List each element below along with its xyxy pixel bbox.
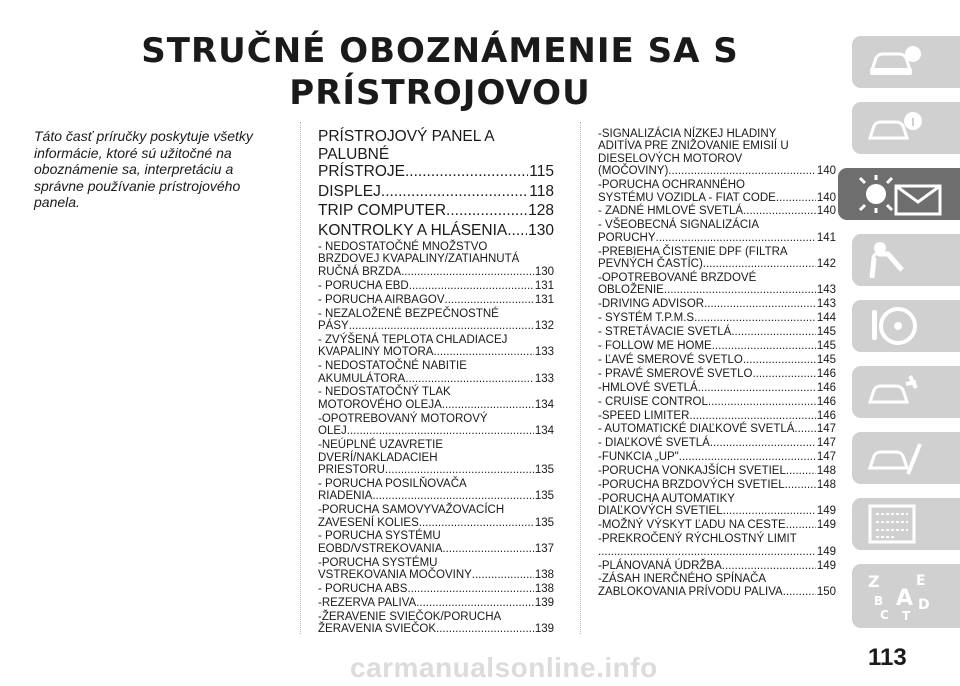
chapter-tab[interactable] [852, 300, 960, 352]
svg-text:Z: Z [868, 572, 880, 591]
toc-page-number: 131 [534, 279, 554, 292]
toc-entry [598, 465, 836, 477]
toc-entry-title: PEVNÝCH ČASTÍC) [598, 258, 703, 271]
toc-entry [318, 280, 554, 292]
toc-page-number: 138 [534, 583, 554, 596]
dot-leader [697, 312, 816, 324]
toc-entry [598, 326, 836, 338]
toc-entry [318, 413, 554, 438]
toc-page-number: 147 [816, 437, 836, 450]
toc-entry-line [598, 423, 836, 435]
toc-entry-line [598, 298, 836, 310]
toc-entry-line [318, 183, 554, 201]
toc-entry-text: - NEZALOŽENÉ BEZPEČNOSTNÉ [318, 307, 499, 320]
toc-entry [598, 312, 836, 324]
svg-text:C: C [880, 608, 889, 621]
toc-page-number: 150 [816, 585, 836, 598]
toc-page-number: 140 [816, 205, 836, 218]
toc-entry [318, 202, 554, 220]
toc-entry-line [318, 346, 554, 358]
toc-entry-text: -OPOTREBOVANÝ MOTOROVÝ [318, 412, 488, 425]
toc-entry-line [598, 505, 836, 517]
svg-text:T: T [902, 609, 911, 621]
toc-entry-title: -PLÁNOVANÁ ÚDRŽBA [598, 559, 722, 572]
svg-text:A: A [896, 586, 914, 611]
toc-entry-line [598, 451, 836, 463]
toc-page-number: 147 [816, 451, 836, 464]
toc-entry-text: -PORUCHA OCHRANNÉHO [598, 179, 745, 192]
toc-entry-line [598, 340, 836, 352]
dot-leader [712, 340, 816, 352]
toc-page-number: 139 [534, 596, 554, 609]
watermark: carmanualsonline.info [350, 652, 658, 683]
dot-leader [794, 423, 815, 435]
toc-entry-title: MOTOROVÉHO OLEJA [318, 398, 442, 411]
toc-entry [598, 451, 836, 463]
toc-entry [318, 360, 554, 385]
car-info-icon [866, 44, 924, 80]
toc-entry-title: - ZADNÉ HMLOVÉ SVETLÁ [598, 205, 744, 218]
toc-entry-title: KONTROLKY A HLÁSENIA [318, 221, 508, 239]
toc-entry-title: KVAPALINY MOTORA [318, 346, 434, 359]
dot-leader [668, 165, 816, 177]
toc-page-number: 148 [816, 465, 836, 478]
toc-entry [318, 386, 554, 411]
dot-leader [433, 346, 533, 358]
toc-entry-title: OBLOŽENIE [598, 284, 664, 297]
toc-entry-line [598, 284, 836, 296]
toc-page-number: 134 [534, 425, 554, 438]
car-safety-info-icon [866, 110, 924, 146]
svg-text:D: D [918, 597, 930, 613]
dot-leader [743, 205, 816, 217]
column-separator [580, 122, 581, 634]
chapter-tab[interactable] [852, 498, 960, 550]
toc-entry-line [598, 354, 836, 366]
toc-entry-title: - PORUCHA ABS [318, 583, 408, 596]
toc-entry-title: ZAVESENÍ KOLIES [318, 516, 419, 529]
toc-entry-text: - NEDOSTATOČNÉ NABITIE [318, 360, 467, 373]
toc-entry-text: -ZÁSAH INERČNÉHO SPÍNAČA [598, 573, 767, 586]
toc-entry-line [318, 373, 554, 385]
toc-page-number: 143 [816, 284, 836, 297]
page-title [30, 30, 850, 114]
toc-entry-line [598, 396, 836, 408]
toc-entry-line [318, 517, 554, 529]
toc-page-number: 144 [816, 312, 836, 325]
toc-entry-line [598, 192, 836, 204]
toc-entry-title: - AUTOMATICKÉ DIAĽKOVÉ SVETLÁ [598, 423, 795, 436]
toc-page-number: 140 [816, 191, 836, 204]
toc-entry [598, 437, 836, 449]
toc-entry-title: ZABLOKOVANIA PRÍVODU PALIVA [598, 585, 783, 598]
toc-entry-text: -PREKROČENÝ RÝCHLOSTNÝ LIMIT [598, 533, 797, 546]
toc-entry-line [598, 519, 836, 531]
toc-entry-title: AKUMULÁTORA [318, 372, 406, 385]
toc-entry-title: PRIESTORU [318, 463, 385, 476]
title-line-2: PRÍSTROJOVOU [289, 73, 591, 113]
toc-entry-title: - DIAĽKOVÉ SVETLÁ [598, 437, 710, 450]
toc-entry-text: -OPOTREBOVANÉ BRZDOVÉ [598, 271, 757, 284]
toc-entry [598, 298, 836, 310]
toc-page-number: 130 [534, 265, 554, 278]
dot-leader [436, 623, 534, 635]
toc-entry-line [598, 368, 836, 380]
toc-entry-line [598, 479, 836, 491]
toc-page-number: 135 [534, 516, 554, 529]
toc-entry [598, 219, 836, 244]
toc-entry-line [318, 320, 554, 332]
toc-entry [318, 241, 554, 278]
svg-text:E: E [916, 573, 926, 589]
car-tools-icon [866, 438, 924, 478]
toc-entry [318, 222, 554, 240]
toc-entry-title: - FOLLOW ME HOME [598, 340, 712, 352]
toc-page-number: 138 [534, 569, 554, 582]
toc-entry-title: SYSTÉMU VOZIDLA - FIAT CODE [598, 191, 776, 204]
dot-leader [679, 451, 816, 463]
toc-entry-text: - NEDOSTATOČNÝ TLAK [318, 386, 451, 399]
toc-entry [598, 493, 836, 518]
svg-text:B: B [874, 594, 884, 608]
chapter-tab[interactable] [838, 168, 960, 220]
toc-entry [598, 179, 836, 204]
technical-data-icon [866, 502, 924, 546]
dot-leader [776, 192, 816, 204]
toc-entry [318, 597, 554, 609]
car-breakdown-icon [866, 372, 924, 412]
toc-entry-line [318, 464, 554, 476]
toc-entry [598, 246, 836, 271]
toc-page-number: 143 [816, 298, 836, 311]
toc-entry-title: PORUCHY [598, 231, 656, 244]
toc-page-number: 145 [816, 326, 836, 339]
toc-entry-line [318, 569, 554, 581]
seatbelt-person-icon [866, 240, 924, 280]
toc-page-number: 135 [534, 463, 554, 476]
dot-leader [704, 298, 816, 310]
toc-entry-text: ADITÍVA PRE ZNIŽOVANIE EMISIÍ U [598, 140, 789, 153]
toc-page-number: 146 [816, 409, 836, 422]
dot-leader [752, 368, 815, 380]
dot-leader [703, 258, 816, 270]
toc-entry-text: DIESELOVÝCH MOTOROV [598, 152, 743, 165]
toc-page-number: 133 [534, 346, 554, 359]
toc-entry-line [598, 410, 836, 422]
toc-entry-title: RUČNÁ BRZDA [318, 265, 402, 278]
dot-leader [372, 490, 533, 502]
toc-page-number: 145 [816, 353, 836, 366]
dot-leader [401, 266, 534, 278]
dot-leader [445, 294, 534, 306]
chapter-tab[interactable] [852, 102, 960, 154]
toc-entry-line [318, 222, 554, 240]
toc-page-number: 146 [816, 395, 836, 408]
toc-entry-text: -NEÚPLNÉ UZAVRETIE [318, 439, 444, 452]
toc-entry [598, 272, 836, 297]
toc-entry [598, 533, 836, 558]
toc-entry [598, 368, 836, 380]
dot-leader [783, 586, 816, 598]
toc-entry-line [318, 266, 554, 278]
toc-entry-title: -HMLOVÉ SVETLÁ [598, 381, 698, 394]
toc-entry-line [598, 586, 836, 598]
intro-text: Táto časť príručky poskytuje všetky informácie, ktoré sú užitočné na oboznámenie sa, interpretáciu a správne používanie prístrojového panela. [34, 128, 253, 210]
toc-page-number: 131 [534, 293, 554, 306]
toc-entry-line [598, 232, 836, 244]
dot-leader [507, 222, 527, 240]
toc-entry-line [318, 583, 554, 595]
toc-entry-title: RIADENIA [318, 490, 373, 503]
toc-entry [318, 478, 554, 503]
toc-entry-title: -SPEED LIMITER [598, 409, 690, 422]
toc-page-number: 141 [816, 231, 836, 244]
toc-entry-line [318, 163, 554, 181]
toc-entry [598, 410, 836, 422]
dot-leader [708, 396, 816, 408]
toc-entry-text: -PORUCHA AUTOMATIKY [598, 492, 735, 505]
toc-entry-title: - PORUCHA AIRBAGOV [318, 293, 445, 306]
dot-leader [689, 410, 815, 422]
toc-entry-line [598, 437, 836, 449]
toc-column-2 [598, 128, 836, 600]
toc-entry-text: - ZVÝŠENÁ TEPLOTA CHLADIACEJ [318, 333, 508, 346]
toc-entry-title: -DRIVING ADVISOR [598, 298, 705, 311]
toc-entry-line [318, 597, 554, 609]
toc-entry-text: PRÍSTROJOVÝ PANEL A PALUBNÉ [318, 128, 494, 163]
column-separator [300, 122, 301, 634]
dot-leader [786, 465, 816, 477]
toc-entry [318, 128, 554, 181]
toc-entry-line [598, 465, 836, 477]
toc-entry-text: -SIGNALIZÁCIA NÍZKEJ HLADINY [598, 128, 777, 140]
toc-entry-line [318, 543, 554, 555]
toc-entry [598, 479, 836, 491]
toc-entry-title: - ĽAVÉ SMEROVÉ SVETLO [598, 353, 743, 366]
chapter-tab[interactable] [852, 234, 960, 286]
toc-entry [598, 382, 836, 394]
dot-leader [785, 479, 816, 491]
dot-leader [407, 583, 533, 595]
toc-entry-line [318, 294, 554, 306]
toc-entry-title: - PRAVÉ SMEROVÉ SVETLO [598, 367, 753, 380]
toc-page-number: 134 [534, 398, 554, 411]
toc-page-number: 149 [816, 505, 836, 518]
toc-entry-title: - PORUCHA EBD [318, 279, 409, 292]
toc-entry-title: -PORUCHA VONKAJŠÍCH SVETIEL [598, 465, 786, 478]
toc-entry-text: - VŠEOBECNÁ SIGNALIZÁCIA [598, 219, 760, 232]
toc-entry-title: PRÍSTROJE [318, 163, 405, 180]
toc-page-number: 137 [534, 542, 554, 555]
chapter-tab[interactable] [852, 564, 960, 628]
toc-entry-text: -PORUCHA SAMOVYVAŽOVACÍCH [318, 504, 505, 517]
toc-page-number: 145 [816, 340, 836, 352]
alphabet-index-icon [866, 571, 936, 621]
toc-entry-line [598, 312, 836, 324]
dot-leader [442, 399, 534, 411]
dot-leader [722, 560, 816, 572]
toc-page-number: 146 [816, 367, 836, 380]
dot-leader [419, 517, 534, 529]
toc-entry-line [318, 623, 554, 635]
toc-page-number: 149 [816, 545, 836, 558]
dot-leader [442, 543, 533, 555]
toc-entry-title: - STRETÁVACIE SVETLÁ [598, 326, 732, 339]
toc-entry-line [318, 425, 554, 437]
page-number: 113 [868, 644, 907, 671]
toc-entry-line [598, 165, 836, 177]
dot-leader [710, 437, 816, 449]
toc-page-number: 130 [528, 221, 554, 239]
steering-wheel-icon [866, 304, 924, 348]
toc-entry-text: DVERÍ/NAKLADACIEH [318, 451, 438, 464]
dot-leader [731, 326, 815, 338]
toc-page-number: 148 [816, 479, 836, 492]
toc-entry-text: -PORUCHA SYSTÉMU [318, 556, 438, 569]
toc-entry [318, 439, 554, 476]
toc-entry-title: ŽERAVENIA SVIEČOK [318, 623, 437, 636]
dot-leader [664, 284, 816, 296]
toc-page-number: 135 [534, 490, 554, 503]
dot-leader [698, 382, 816, 394]
dot-leader [405, 163, 528, 181]
toc-entry [318, 611, 554, 636]
toc-entry [318, 504, 554, 529]
toc-entry [318, 294, 554, 306]
toc-entry-title: - SYSTÉM T.P.M.S. [598, 312, 698, 325]
dot-leader [381, 183, 528, 201]
dot-leader [416, 597, 534, 609]
toc-entry [598, 560, 836, 572]
dot-leader [598, 546, 816, 558]
dot-leader [446, 202, 527, 220]
chapter-tab[interactable] [852, 366, 960, 418]
toc-entry [598, 354, 836, 366]
toc-entry-line [598, 560, 836, 572]
toc-entry-text: BRZDOVEJ KVAPALINY/ZATIAHNUTÁ [318, 253, 520, 266]
dot-leader [723, 505, 816, 517]
toc-entry-line [318, 490, 554, 502]
warning-light-envelope-icon [852, 172, 948, 216]
dot-leader [472, 569, 534, 581]
dot-leader [743, 354, 816, 366]
toc-entry-line [598, 205, 836, 217]
toc-entry [318, 308, 554, 333]
dot-leader [786, 519, 816, 531]
toc-page-number: 142 [816, 258, 836, 271]
toc-entry-text: - PORUCHA SYSTÉMU [318, 530, 441, 543]
toc-entry [598, 205, 836, 217]
toc-entry [598, 519, 836, 531]
dot-leader [347, 425, 534, 437]
toc-entry-line [598, 326, 836, 338]
toc-entry [598, 340, 836, 352]
toc-entry-line [598, 258, 836, 270]
toc-entry-text: -PREBIEHA ČISTENIE DPF (FILTRA [598, 245, 788, 258]
toc-entry-title: VSTREKOVANIA MOČOVINY [318, 569, 472, 582]
toc-entry [318, 183, 554, 201]
toc-entry [318, 583, 554, 595]
dot-leader [385, 464, 534, 476]
toc-entry [598, 423, 836, 435]
toc-entry-text: - PORUCHA POSILŇOVAČA [318, 477, 467, 490]
toc-page-number: 147 [816, 423, 836, 436]
title-line-1: STRUČNÉ OBOZNÁMENIE SA S [141, 31, 739, 71]
toc-entry [598, 396, 836, 408]
toc-entry [598, 573, 836, 598]
toc-page-number: 140 [816, 165, 836, 178]
dot-leader [656, 232, 816, 244]
toc-entry-title: - CRUISE CONTROL [598, 395, 708, 408]
toc-page-number: 132 [534, 319, 554, 332]
toc-page-number: 149 [816, 519, 836, 532]
toc-entry-line [318, 280, 554, 292]
toc-entry-title: -MOŽNÝ VÝSKYT ĽADU NA CESTE [598, 519, 786, 532]
toc-entry [318, 557, 554, 582]
dot-leader [405, 373, 533, 385]
toc-entry [318, 530, 554, 555]
toc-entry-text: - NEDOSTATOČNÉ MNOŽSTVO [318, 241, 488, 253]
toc-page-number: 133 [534, 372, 554, 385]
toc-entry-title: PÁSY [318, 319, 349, 332]
toc-entry-line [318, 202, 554, 220]
toc-page-number: 128 [528, 202, 554, 219]
toc-page-number: 139 [534, 623, 554, 636]
toc-entry-title: OLEJ [318, 425, 347, 438]
toc-entry-title: TRIP COMPUTER [318, 202, 447, 219]
toc-page-number: 118 [529, 182, 554, 200]
toc-page-number: 115 [529, 163, 554, 180]
chapter-tab[interactable] [852, 36, 960, 88]
toc-entry-title: EOBD/VSTREKOVANIA [318, 542, 443, 555]
toc-entry [598, 128, 836, 178]
dot-leader [409, 280, 534, 292]
toc-page-number: 149 [816, 559, 836, 572]
toc-entry [318, 334, 554, 359]
toc-entry-title: DIAĽKOVÝCH SVETIEL [598, 505, 723, 518]
toc-entry-line [318, 399, 554, 411]
toc-entry-title: DISPLEJ [318, 182, 381, 200]
toc-entry-line [598, 546, 836, 558]
toc-column-1 [318, 128, 554, 637]
toc-entry-text: -ŽERAVENIE SVIEČOK/PORUCHA [318, 610, 502, 623]
dot-leader [349, 320, 534, 332]
toc-entry-title: -FUNKCIA „UP" [598, 451, 679, 464]
toc-entry-title: (MOČOVINY) [598, 165, 669, 178]
toc-entry-line [598, 382, 836, 394]
toc-entry-title: -REZERVA PALIVA [318, 596, 417, 609]
chapter-tab[interactable] [852, 432, 960, 484]
toc-entry-title: -PORUCHA BRZDOVÝCH SVETIEL [598, 479, 785, 492]
toc-page-number: 146 [816, 381, 836, 394]
